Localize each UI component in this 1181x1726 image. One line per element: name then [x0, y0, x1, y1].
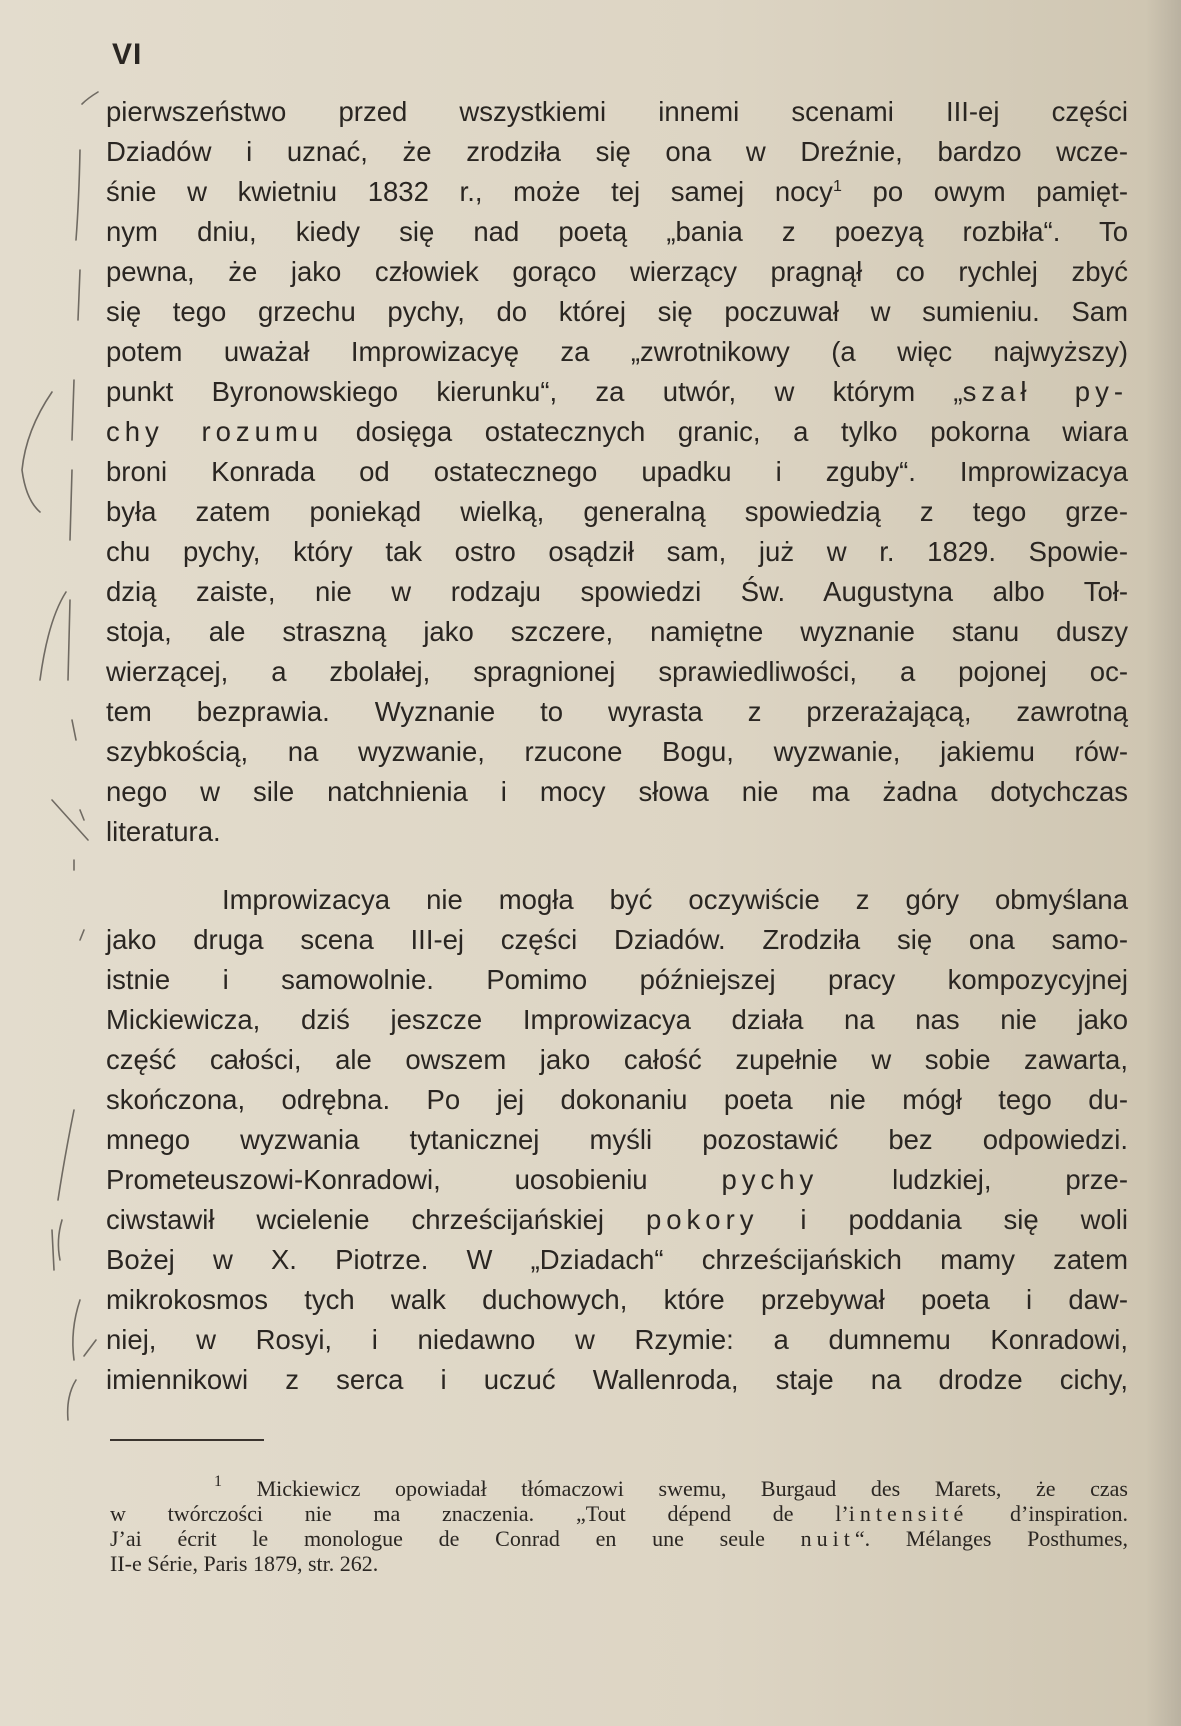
text-line: skończona, odrębna. Po jej dokonaniu poeta nie mógł tego du-: [106, 1084, 1128, 1115]
text-line: [106, 172, 1128, 212]
text-line: Dziadów i uznać, że zrodziła się ona w Dreźnie, bardzo wcze-: [106, 136, 1128, 167]
text-line: [106, 412, 1128, 452]
text-line: imiennikowi z serca i uczuć Wallenroda, staje na drodze cichy,: [106, 1364, 1128, 1395]
footnote-marker: 1: [214, 1473, 222, 1490]
spaced-emphasis: chy rozumu: [106, 416, 324, 447]
text-line: [106, 1160, 1128, 1200]
text-line: dzią zaiste, nie w rodzaju spowiedzi Św. Augustyna albo Toł-: [106, 576, 1128, 607]
text-line: nym dniu, kiedy się nad poetą „bania z poezyą rozbiła“. To: [106, 216, 1128, 247]
page-number: VI: [112, 38, 143, 71]
text-line: [106, 372, 1128, 412]
footnote-line: II-e Série, Paris 1879, str. 262.: [110, 1551, 379, 1576]
text-span: J’ai écrit le monologue de Conrad en une seule: [110, 1526, 801, 1551]
text-line: Bożej w X. Piotrze. W „Dziadach“ chrześcijańskich mamy zatem: [106, 1244, 1128, 1275]
spaced-emphasis: nuit: [800, 1526, 855, 1551]
spaced-emphasis: intensité: [848, 1501, 969, 1526]
text-line: broni Konrada od ostatecznego upadku i zguby“. Improwizacya: [106, 456, 1128, 487]
text-line: pewna, że jako człowiek gorąco wierzący pragnął co rychlej zbyć: [106, 256, 1128, 287]
text-line: jako druga scena III-ej części Dziadów. Zrodziła się ona samo-: [106, 924, 1128, 955]
text-span: w twórczości nie ma znaczenia. „Tout dépend de l’: [110, 1501, 849, 1526]
footnote-line: [110, 1501, 1128, 1526]
text-span: “. Mélanges Posthumes,: [854, 1526, 1128, 1551]
text-line: literatura.: [106, 816, 221, 847]
text-line: [106, 1200, 1128, 1240]
text-span: Mickiewicz opowiadał tłómaczowi swemu, Burgaud des Marets, że czas: [222, 1476, 1128, 1501]
text-span: punkt Byronowskiego kierunku“, za utwór, w którym „: [106, 376, 963, 407]
text-line: wierzącej, a zbolałej, spragnionej sprawiedliwości, a pojonej oc-: [106, 656, 1128, 687]
text-line: istnie i samowolnie. Pomimo późniejszej pracy kompozycyjnej: [106, 964, 1128, 995]
text-line: tem bezprawia. Wyznanie to wyrasta z przerażającą, zawrotną: [106, 696, 1128, 727]
text-line: stoja, ale straszną jako szczere, namiętne wyznanie stanu duszy: [106, 616, 1128, 647]
footnote-line: [214, 1473, 1128, 1501]
spaced-emphasis: szał py-: [962, 376, 1128, 407]
text-span: po owym pamięt-: [841, 176, 1128, 207]
footnote-divider: [110, 1439, 264, 1441]
spaced-emphasis: pychy: [721, 1164, 819, 1195]
text-span: dosięga ostatecznych granic, a tylko pokorna wiara: [323, 416, 1128, 447]
text-line: była zatem poniekąd wielką, generalną spowiedzią z tego grze-: [106, 496, 1128, 527]
text-line: chu pychy, który tak ostro osądził sam, już w r. 1829. Spowie-: [106, 536, 1128, 567]
text-line: mikrokosmos tych walk duchowych, które przebywał poeta i daw-: [106, 1284, 1128, 1315]
text-line: pierwszeństwo przed wszystkiemi innemi scenami III-ej części: [106, 96, 1128, 127]
text-line: niej, w Rosyi, i niedawno w Rzymie: a dumnemu Konradowi,: [106, 1324, 1128, 1355]
text-span: ciwstawił wcielenie chrześcijańskiej: [106, 1204, 646, 1235]
text-span: i poddania się woli: [758, 1204, 1128, 1235]
text-span: Prometeuszowi-Konradowi, uosobieniu: [106, 1164, 722, 1195]
text-line: się tego grzechu pychy, do której się poczuwał w sumieniu. Sam: [106, 296, 1128, 327]
text-line: potem uważał Improwizacyę za „zwrotnikowy (a więc najwyższy): [106, 336, 1128, 367]
text-line: część całości, ale owszem jako całość zupełnie w sobie zawarta,: [106, 1044, 1128, 1075]
text-span: śnie w kwietniu 1832 r., może tej samej nocy: [106, 176, 833, 207]
text-span: ludzkiej, prze-: [818, 1164, 1128, 1195]
footnote-line: [110, 1526, 1128, 1551]
text-span: d’inspiration.: [968, 1501, 1128, 1526]
text-line: Mickiewicza, dziś jeszcze Improwizacya działa na nas nie jako: [106, 1004, 1128, 1035]
spaced-emphasis: pokory: [645, 1204, 759, 1235]
text-line: mnego wyzwania tytanicznej myśli pozostawić bez odpowiedzi.: [106, 1124, 1128, 1155]
text-line: szybkością, na wyzwanie, rzucone Bogu, wyzwanie, jakiemu rów-: [106, 736, 1128, 767]
text-line: Improwizacya nie mogła być oczywiście z góry obmyślana: [222, 884, 1128, 915]
footnote-marker: 1: [832, 178, 842, 195]
text-line: nego w sile natchnienia i mocy słowa nie ma żadna dotychczas: [106, 776, 1128, 807]
